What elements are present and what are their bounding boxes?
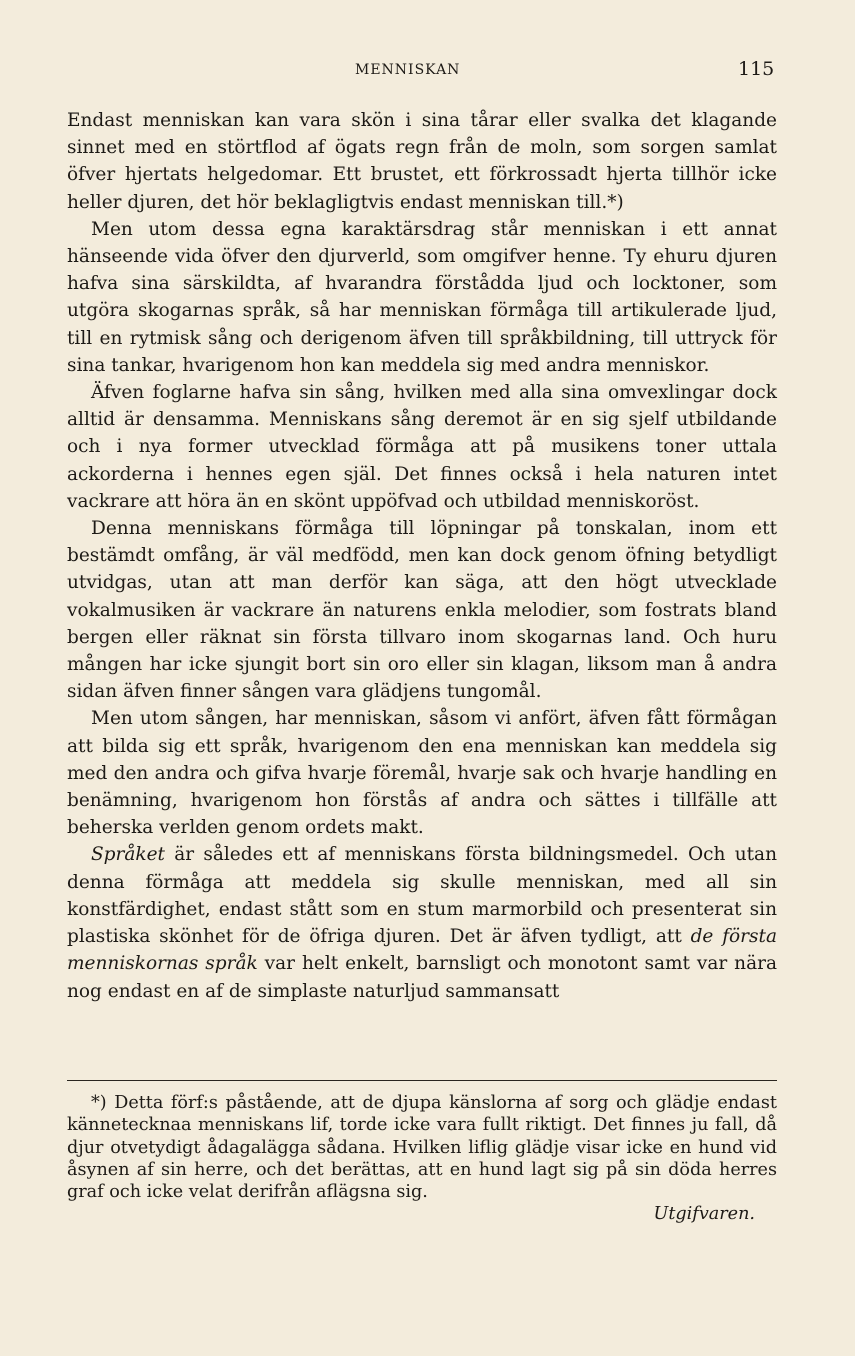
footnote-text: *) Detta förf:s påstående, att de djupa känslorna af sorg och glädje endast kännetecknaa menniskans lif, torde icke vara fullt riktigt. Det finnes ju fall, då djur otvetydigt ådagalägga sådana. Hvilken liflig glädje visar icke en hund vid åsynen af sin herre, och det berättas, att en hund lagt sig på sin döda herres graf och icke velat derifrån aflägsna sig. <box>67 1093 777 1203</box>
footnote-signature: Utgifvaren. <box>653 1204 755 1225</box>
running-title: MENNISKAN <box>355 62 461 78</box>
running-header <box>0 58 855 84</box>
paragraph-4: Denna menniskans förmåga till löpningar på tonskalan, inom ett bestämdt omfång, är väl medfödd, men kan dock genom öfning betydligt utvidgas, utan att man derför kan säga, att den högt utvecklade vokalmusiken är vackrare än naturens enkla melodier, som fostrats bland bergen eller räknat sin första tillvaro inom skogarnas land. Och huru mången har icke sjungit bort sin oro eller sin klagan, liksom man å andra sidan äfven finner sången vara glädjens tungomål. <box>67 518 777 703</box>
italic-term-spraket: Språket <box>91 844 165 866</box>
paragraph-3: Äfven foglarne hafva sin sång, hvilken med alla sina omvexlingar dock alltid är densamma. Menniskans sång deremot är en sig sjelf utbildande och i nya former utvecklad förmåga att på musikens toner uttala ackorderna i hennes egen själ. Det finnes också i hela naturen intet vackrare att höra än en skönt uppöfvad och utbildad menniskoröst. <box>67 382 777 512</box>
footnote <box>67 1092 777 1226</box>
main-text <box>67 107 777 1005</box>
paragraph-6-text-b: var helt enkelt, barnsligt och monotont samt var nära nog endast en af de simplaste naturljud sammansatt <box>67 953 777 1002</box>
paragraph-1: Endast menniskan kan vara skön i sina tårar eller svalka det klagande sinnet med en störtflod af ögats regn från de moln, som sorgen samlat öfver hjertats helgedomar. Ett brustet, ett förkrossadt hjerta tillhör icke heller djuren, det hör beklagligtvis endast menniskan till.*) <box>67 110 777 213</box>
paragraph-6 <box>67 841 777 1004</box>
italic-phrase: de första menniskornas språk <box>67 926 777 975</box>
paragraph-6-text-a: är således ett af menniskans första bildningsmedel. Och utan denna förmåga att meddela sig skulle menniskan, med all sin konstfärdighet, endast stått som en stum marmorbild och presenterat sin plastiska skönhet för de öfriga djuren. Det är äfven tydligt, att <box>67 844 777 948</box>
page-number: 115 <box>738 58 775 80</box>
footnote-signature-row <box>67 1203 777 1225</box>
paragraph-2: Men utom dessa egna karaktärsdrag står menniskan i ett annat hänseende vida öfver den djurverld, som omgifver henne. Ty ehuru djuren hafva sina särskildta, af hvarandra förstådda ljud och locktoner, som utgöra skogarnas språk, så har menniskan förmåga till artikulerade ljud, till en rytmisk sång och derigenom äfven till språkbildning, till uttryck för sina tankar, hvarigenom hon kan meddela sig med andra menniskor. <box>67 218 777 376</box>
footnote-divider <box>67 1080 777 1081</box>
paragraph-5: Men utom sången, har menniskan, såsom vi anfört, äfven fått förmågan att bilda sig ett språk, hvarigenom den ena menniskan kan meddela sig med den andra och gifva hvarje föremål, hvarje sak och hvarje handling en benämning, hvarigenom hon förstås af andra och sättes i tillfälle att beherska verlden genom ordets makt. <box>67 708 777 839</box>
